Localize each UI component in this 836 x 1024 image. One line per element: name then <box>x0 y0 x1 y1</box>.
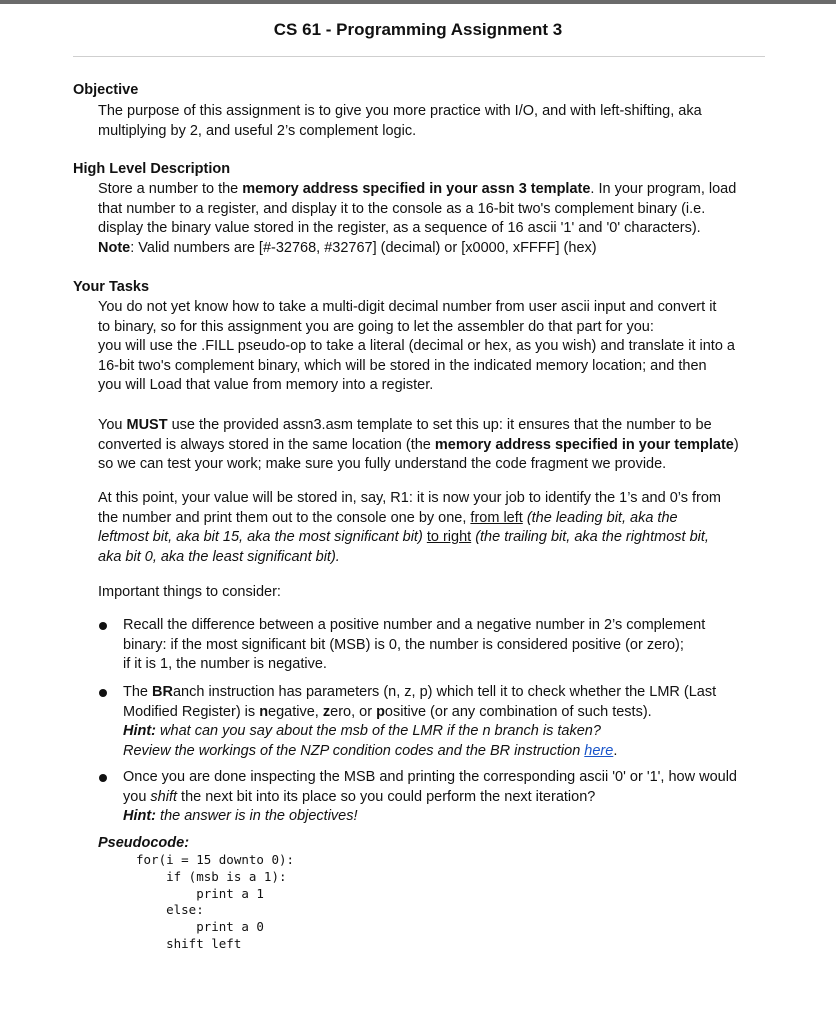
tasks-line: leftmost bit, aka bit 15, aka the most significant bit) to right (the trailing bit, aka the rightmost bit, <box>98 529 709 546</box>
tasks-line: aka bit 0, aka the least significant bit). <box>98 548 340 565</box>
objective-heading: Objective <box>73 82 139 98</box>
tasks-line: 16-bit two's complement binary, which will be stored in the indicated memory location; and then <box>98 357 707 374</box>
bullet-line: if it is 1, the number is negative. <box>123 656 327 673</box>
high-level-line: that number to a register, and display it to the console as a 16-bit two's complement binary (i.e. <box>98 200 706 217</box>
bullet-line: The BRanch instruction has parameters (n, z, p) which tell it to check whether the LMR (Last <box>123 684 717 700</box>
here-link[interactable]: here <box>584 742 614 759</box>
pseudocode-heading: Pseudocode: <box>98 835 190 851</box>
bullet-line: binary: if the most significant bit (MSB) is 0, the number is considered positive (or zero); <box>123 636 684 653</box>
objective-line: multiplying by 2, and useful 2’s complement logic. <box>98 122 417 139</box>
bullet-item-1 <box>123 616 783 675</box>
tasks-heading: Your Tasks <box>73 279 150 295</box>
tasks-line: so we can test your work; make sure you fully understand the code fragment we provide. <box>98 456 667 473</box>
bullet-line: Once you are done inspecting the MSB and printing the corresponding ascii '0' or '1', how would <box>123 769 737 785</box>
bullet-icon <box>99 622 107 630</box>
high-level-line: display the binary value stored in the register, as a sequence of 16 ascii '1' and '0' characters). <box>98 220 701 237</box>
high-level-line: Store a number to the memory address specified in your assn 3 template. In your program, load <box>98 181 737 197</box>
bullet-line: Recall the difference between a positive number and a negative number in 2’s complement <box>123 617 706 633</box>
title-divider <box>73 56 765 57</box>
bullet-item-3 <box>123 768 783 827</box>
objective-line: The purpose of this assignment is to give you more practice with I/O, and with left-shifting, aka <box>98 103 702 119</box>
high-level-line: Note: Valid numbers are [#-32768, #32767] (decimal) or [x0000, xFFFF] (hex) <box>98 239 597 256</box>
tasks-paragraph-2 <box>98 416 768 475</box>
bullet-icon <box>99 689 107 697</box>
bullet-line: Hint: the answer is in the objectives! <box>123 808 358 825</box>
bullet-icon <box>99 774 107 782</box>
tasks-line: You MUST use the provided assn3.asm template to set this up: it ensures that the number to be <box>98 417 712 433</box>
important-label: Important things to consider: <box>98 584 281 600</box>
bullet-item-2 <box>123 683 783 761</box>
high-level-text <box>98 180 768 258</box>
bullet-line: Review the workings of the NZP condition codes and the BR instruction here. <box>123 742 618 759</box>
tasks-line: the number and print them out to the console one by one, from left (the leading bit, aka the <box>98 509 678 526</box>
tasks-line: to binary, so for this assignment you are going to let the assembler do that part for you: <box>98 318 654 335</box>
pseudocode-block: for(i = 15 downto 0): if (msb is a 1): print a 1 else: print a 0 shift left <box>136 852 295 951</box>
tasks-line: you will use the .FILL pseudo-op to take a literal (decimal or hex, as you wish) and translate it into a <box>98 338 735 355</box>
tasks-paragraph-3 <box>98 489 768 567</box>
bullet-line: Hint: what can you say about the msb of the LMR if the n branch is taken? <box>123 723 601 740</box>
high-level-heading: High Level Description <box>73 161 231 177</box>
tasks-line: You do not yet know how to take a multi-digit decimal number from user ascii input and convert it <box>98 299 717 315</box>
tasks-line: you will Load that value from memory into a register. <box>98 377 434 394</box>
tasks-paragraph-1 <box>98 298 768 396</box>
tasks-line: converted is always stored in the same location (the memory address specified in your template) <box>98 436 739 453</box>
bullet-line: you shift the next bit into its place so you could perform the next iteration? <box>123 788 596 805</box>
tasks-line: At this point, your value will be stored in, say, R1: it is now your job to identify the 1’s and 0’s from <box>98 490 722 506</box>
objective-text <box>98 102 768 141</box>
page-title: CS 61 - Programming Assignment 3 <box>273 20 563 39</box>
bullet-line: Modified Register) is negative, zero, or positive (or any combination of such tests). <box>123 703 652 720</box>
